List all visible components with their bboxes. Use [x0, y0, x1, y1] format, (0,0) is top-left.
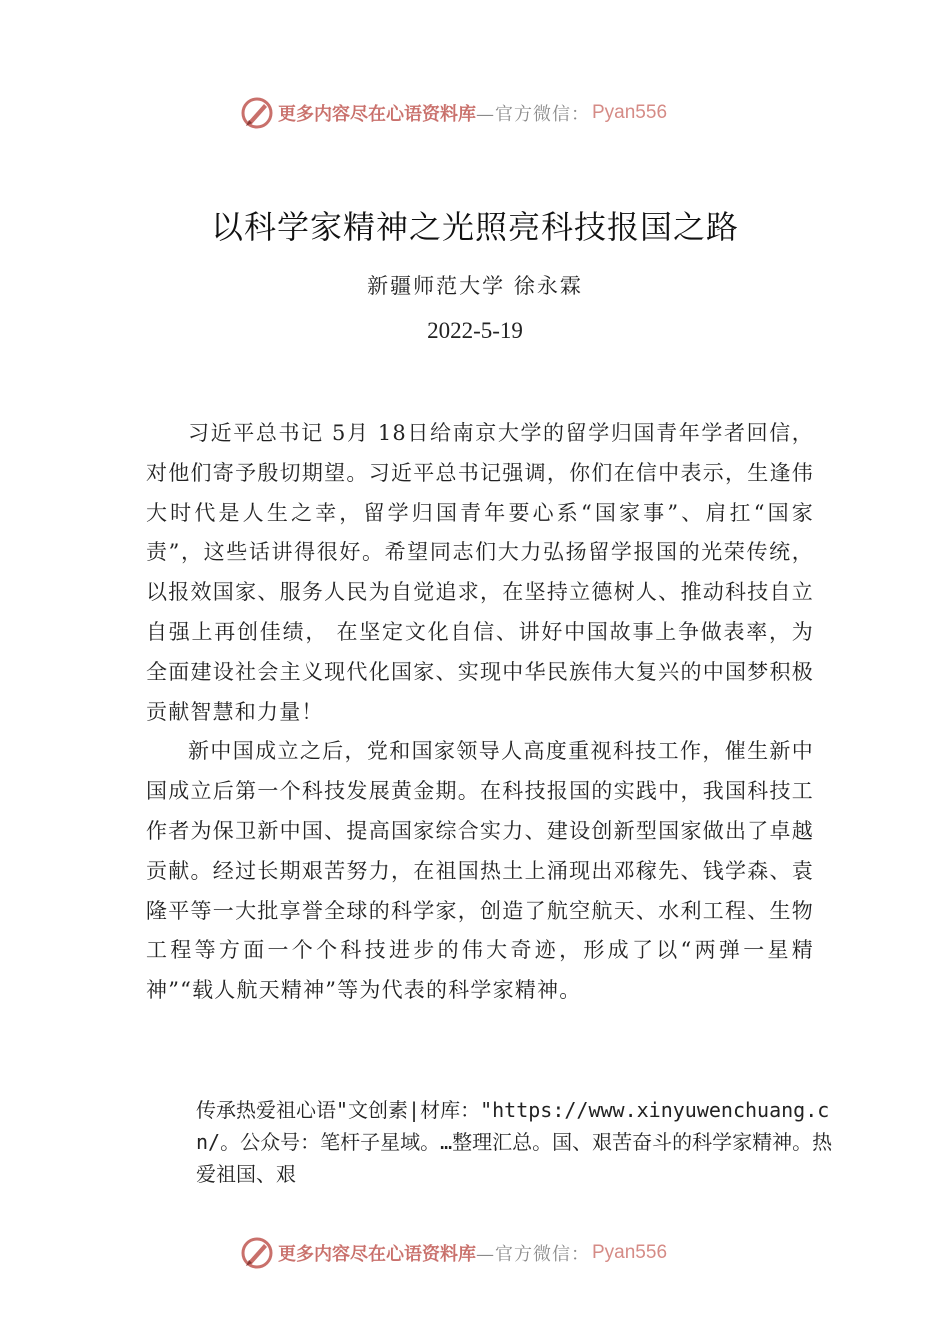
- header-watermark: [240, 96, 667, 130]
- paragraph-1: 习近平总书记 5月 18日给南京大学的留学归国青年学者回信，对他们寄予殷切期望。习近平总书记强调，你们在信中表示，生逢伟大时代是人生之幸，留学归国青年要心系“国家事”、肩扛“国家责”，这些话讲得很好。希望同志们大力弘扬留学报国的光荣传统，以报效国家、服务人民为自觉追求，在坚持立德树人、推动科技自立自强上再创佳绩， 在坚定文化自信、讲好中国故事上争做表率，为全面建设社会主义现代化国家、实现中华民族伟大复兴的中国梦积极贡献智慧和力量！: [146, 421, 814, 724]
- document-title: 以科学家精神之光照亮科技报国之路: [210, 208, 739, 246]
- document-date: 2022-5-19: [427, 318, 523, 343]
- pen-logo-icon: [240, 96, 274, 130]
- watermark-brand: 更多内容尽在心语资料库: [278, 1244, 476, 1265]
- pen-logo-icon: [240, 1236, 274, 1270]
- document-author: 新疆师范大学 徐永霖: [367, 274, 583, 298]
- watermark-brand: 更多内容尽在心语资料库: [278, 104, 476, 125]
- inserted-source-note: 传承热爱祖心语"文创素|材库："https://www.xinyuwenchuang.cn/。公众号：笔杆子星域。…整理汇总。国、艰苦奋斗的科学家精神。热爱祖国、艰: [196, 1098, 833, 1186]
- paragraph-2: 新中国成立之后，党和国家领导人高度重视科技工作，催生新中国成立后第一个科技发展黄金期。在科技报国的实践中，我国科技工作者为保卫新中国、提高国家综合实力、建设创新型国家做出了卓越贡献。经过长期艰苦努力，在祖国热土上涌现出邓稼先、钱学森、袁隆平等一大批享誉全球的科学家，创造了航空航天、水利工程、生物工程等方面一个个科技进步的伟大奇迹，形成了以“两弹一星精神”“载人航天精神”等为代表的科学家精神。: [146, 739, 814, 1003]
- watermark-label: —官方微信：: [476, 104, 590, 125]
- document-body: [146, 414, 814, 1011]
- footer-watermark: [240, 1236, 667, 1270]
- watermark-wechat-id: Pyan556: [592, 1242, 668, 1263]
- watermark-wechat-id: Pyan556: [592, 102, 668, 123]
- watermark-label: —官方微信：: [476, 1244, 590, 1265]
